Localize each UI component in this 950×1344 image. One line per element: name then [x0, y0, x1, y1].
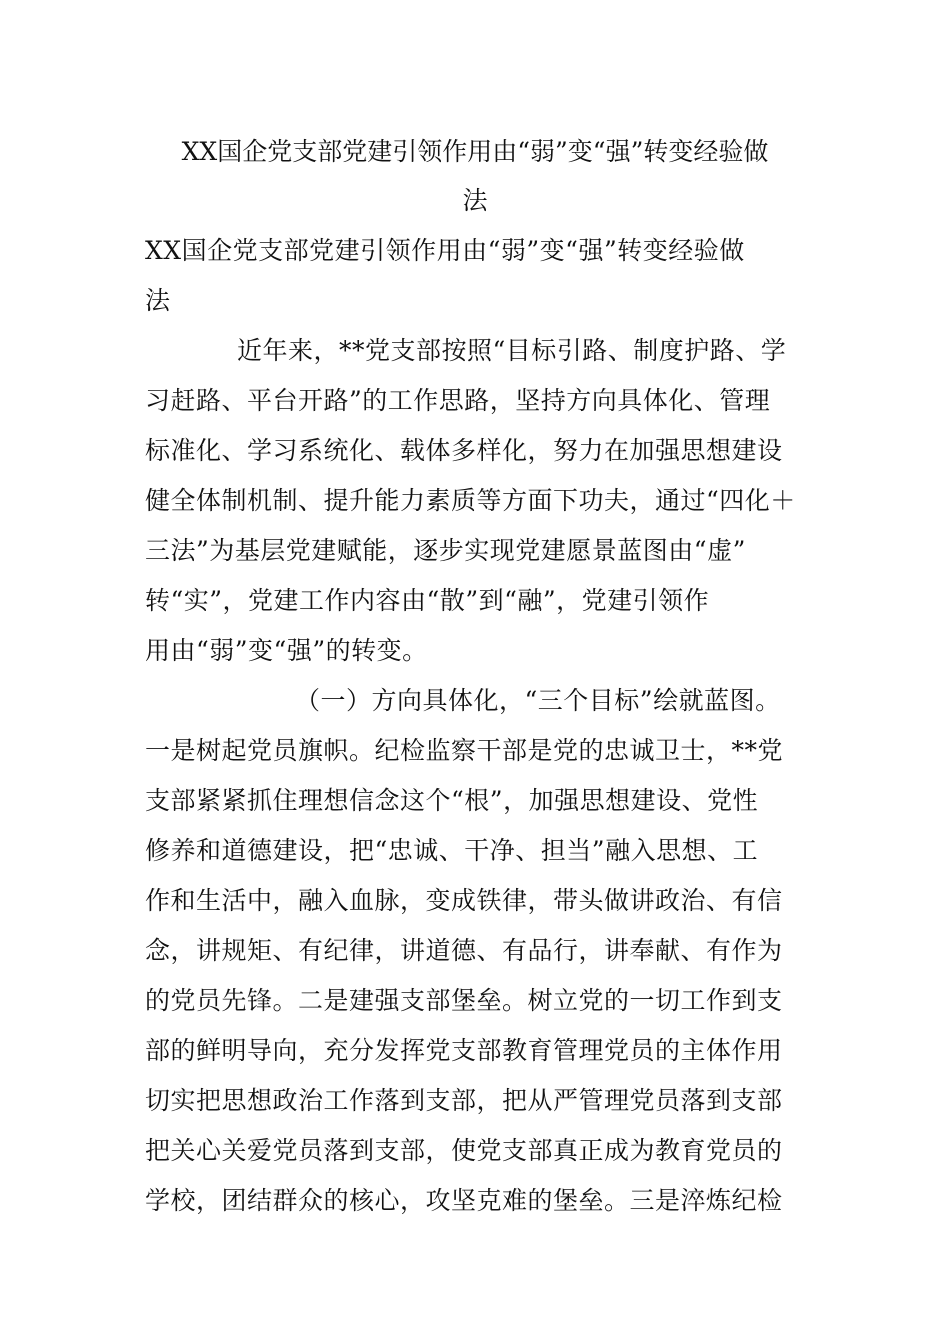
body-line: 标准化、学习系统化、载体多样化，努力在加强思想建设 — [145, 436, 783, 465]
body-line: 用由“弱”变“强”的转变。 — [145, 636, 428, 665]
body-line: 转“实”，党建工作内容由“散”到“融”，党建引领作 — [145, 586, 710, 615]
body-line: 法 — [145, 286, 171, 315]
body-line: 切实把思想政治工作落到支部，把从严管理党员落到支部 — [145, 1086, 783, 1115]
body-line: 健全体制机制、提升能力素质等方面下功夫，通过“四化＋ — [145, 486, 796, 515]
doc-title-line-2: 法 — [462, 186, 488, 215]
section-heading: （一）方向具体化，“三个目标”绘就蓝图。 — [295, 686, 781, 715]
body-line: 修养和道德建设，把“忠诚、干净、担当”融入思想、工 — [145, 836, 759, 865]
body-line: 学校，团结群众的核心，攻坚克难的堡垒。三是淬炼纪检 — [145, 1186, 783, 1215]
body-line: 的党员先锋。二是建强支部堡垒。树立党的一切工作到支 — [145, 986, 783, 1015]
body-line: 部的鲜明导向，充分发挥党支部教育管理党员的主体作用 — [145, 1036, 783, 1065]
body-line: XX国企党支部党建引领作用由“弱”变“强”转变经验做 — [145, 236, 745, 265]
body-line: 近年来，**党支部按照“目标引路、制度护路、学 — [237, 336, 787, 365]
body-line: 作和生活中，融入血脉，变成铁律，带头做讲政治、有信 — [145, 886, 783, 915]
body-line: 三法”为基层党建赋能，逐步实现党建愿景蓝图由“虚” — [145, 536, 746, 565]
body-line: 念，讲规矩、有纪律，讲道德、有品行，讲奉献、有作为 — [145, 936, 783, 965]
body-line: 一是树起党员旗帜。纪检监察干部是党的忠诚卫士，**党 — [145, 736, 784, 765]
body-line: 支部紧紧抓住理想信念这个“根”，加强思想建设、党性 — [145, 786, 759, 815]
body-line: 把关心关爱党员落到支部，使党支部真正成为教育党员的 — [145, 1136, 783, 1165]
doc-title-line-1: XX国企党支部党建引领作用由“弱”变“强”转变经验做 — [181, 137, 769, 166]
body-line: 习赶路、平台开路”的工作思路，坚持方向具体化、管理 — [145, 386, 771, 415]
